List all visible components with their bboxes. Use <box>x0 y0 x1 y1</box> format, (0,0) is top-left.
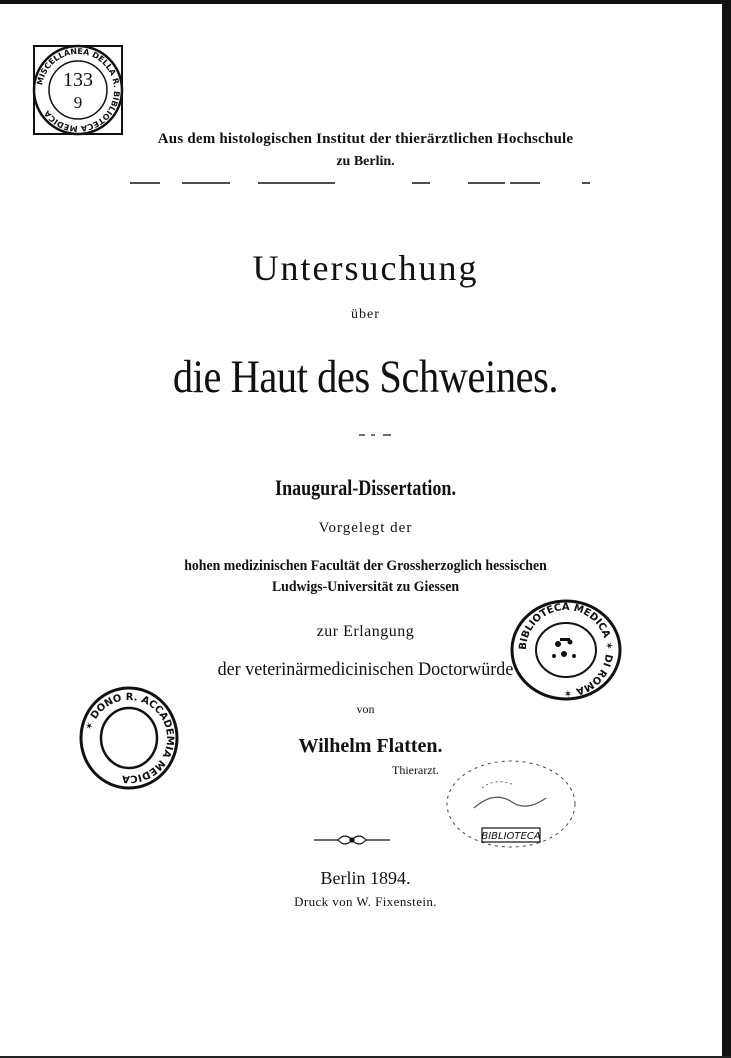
library-stamp-right <box>508 598 624 702</box>
imprint-printer: Druck von W. Fixenstein. <box>294 894 437 909</box>
title-line-1: Untersuchung <box>252 248 479 288</box>
university-line: Ludwigs-Universität zu Giessen <box>271 579 460 595</box>
institute-line: Aus dem histologischen Institut der thierärztlichen Hochschule <box>157 131 574 147</box>
title-line-2: die Haut des Schweines. <box>172 351 559 403</box>
library-stamp-top-left <box>28 40 128 140</box>
title-connector: über <box>351 307 380 322</box>
stamp-shelf-number: 133 <box>63 69 93 91</box>
emblem-icon <box>552 638 576 658</box>
degree-line: der veterinärmedicinischen Doctorwürde <box>217 659 514 680</box>
ornament-divider-icon <box>312 828 392 852</box>
stamp-ring-text: BIBLIOTECA MEDICA ✶ DI ROMA ✶ <box>517 601 615 699</box>
donation-stamp-left <box>78 684 180 792</box>
submitted-line: Vorgelegt der <box>318 520 413 536</box>
faint-stamp-label: BIBLIOTECA <box>481 831 541 842</box>
dissertation-label: Inaugural-Dissertation. <box>275 475 456 500</box>
author-name: Wilhelm Flatten. <box>298 735 443 757</box>
stamp-ring-text: ✶ DONO R. ACCADEMIA MEDICA <box>83 691 176 785</box>
faculty-line: hohen medizinischen Facultät der Grossherzoglich hessischen <box>184 558 547 574</box>
imprint-city-year: Berlin 1894. <box>320 868 411 888</box>
stamp-ring-text: MISCELLANEA DELLA R. BIBLIOTECA MEDICA <box>35 46 122 134</box>
institute-city: zu Berlin. <box>336 154 395 169</box>
decorative-separator <box>345 430 405 440</box>
scan-edge-top <box>0 0 731 4</box>
decorative-dash-rule <box>130 178 600 188</box>
author-profession: Thierarzt. <box>392 763 439 777</box>
stamp-shelf-sub: 9 <box>73 93 83 112</box>
purpose-line: zur Erlangung <box>316 623 415 640</box>
faint-library-stamp <box>444 758 578 852</box>
author-by: von <box>356 702 375 716</box>
